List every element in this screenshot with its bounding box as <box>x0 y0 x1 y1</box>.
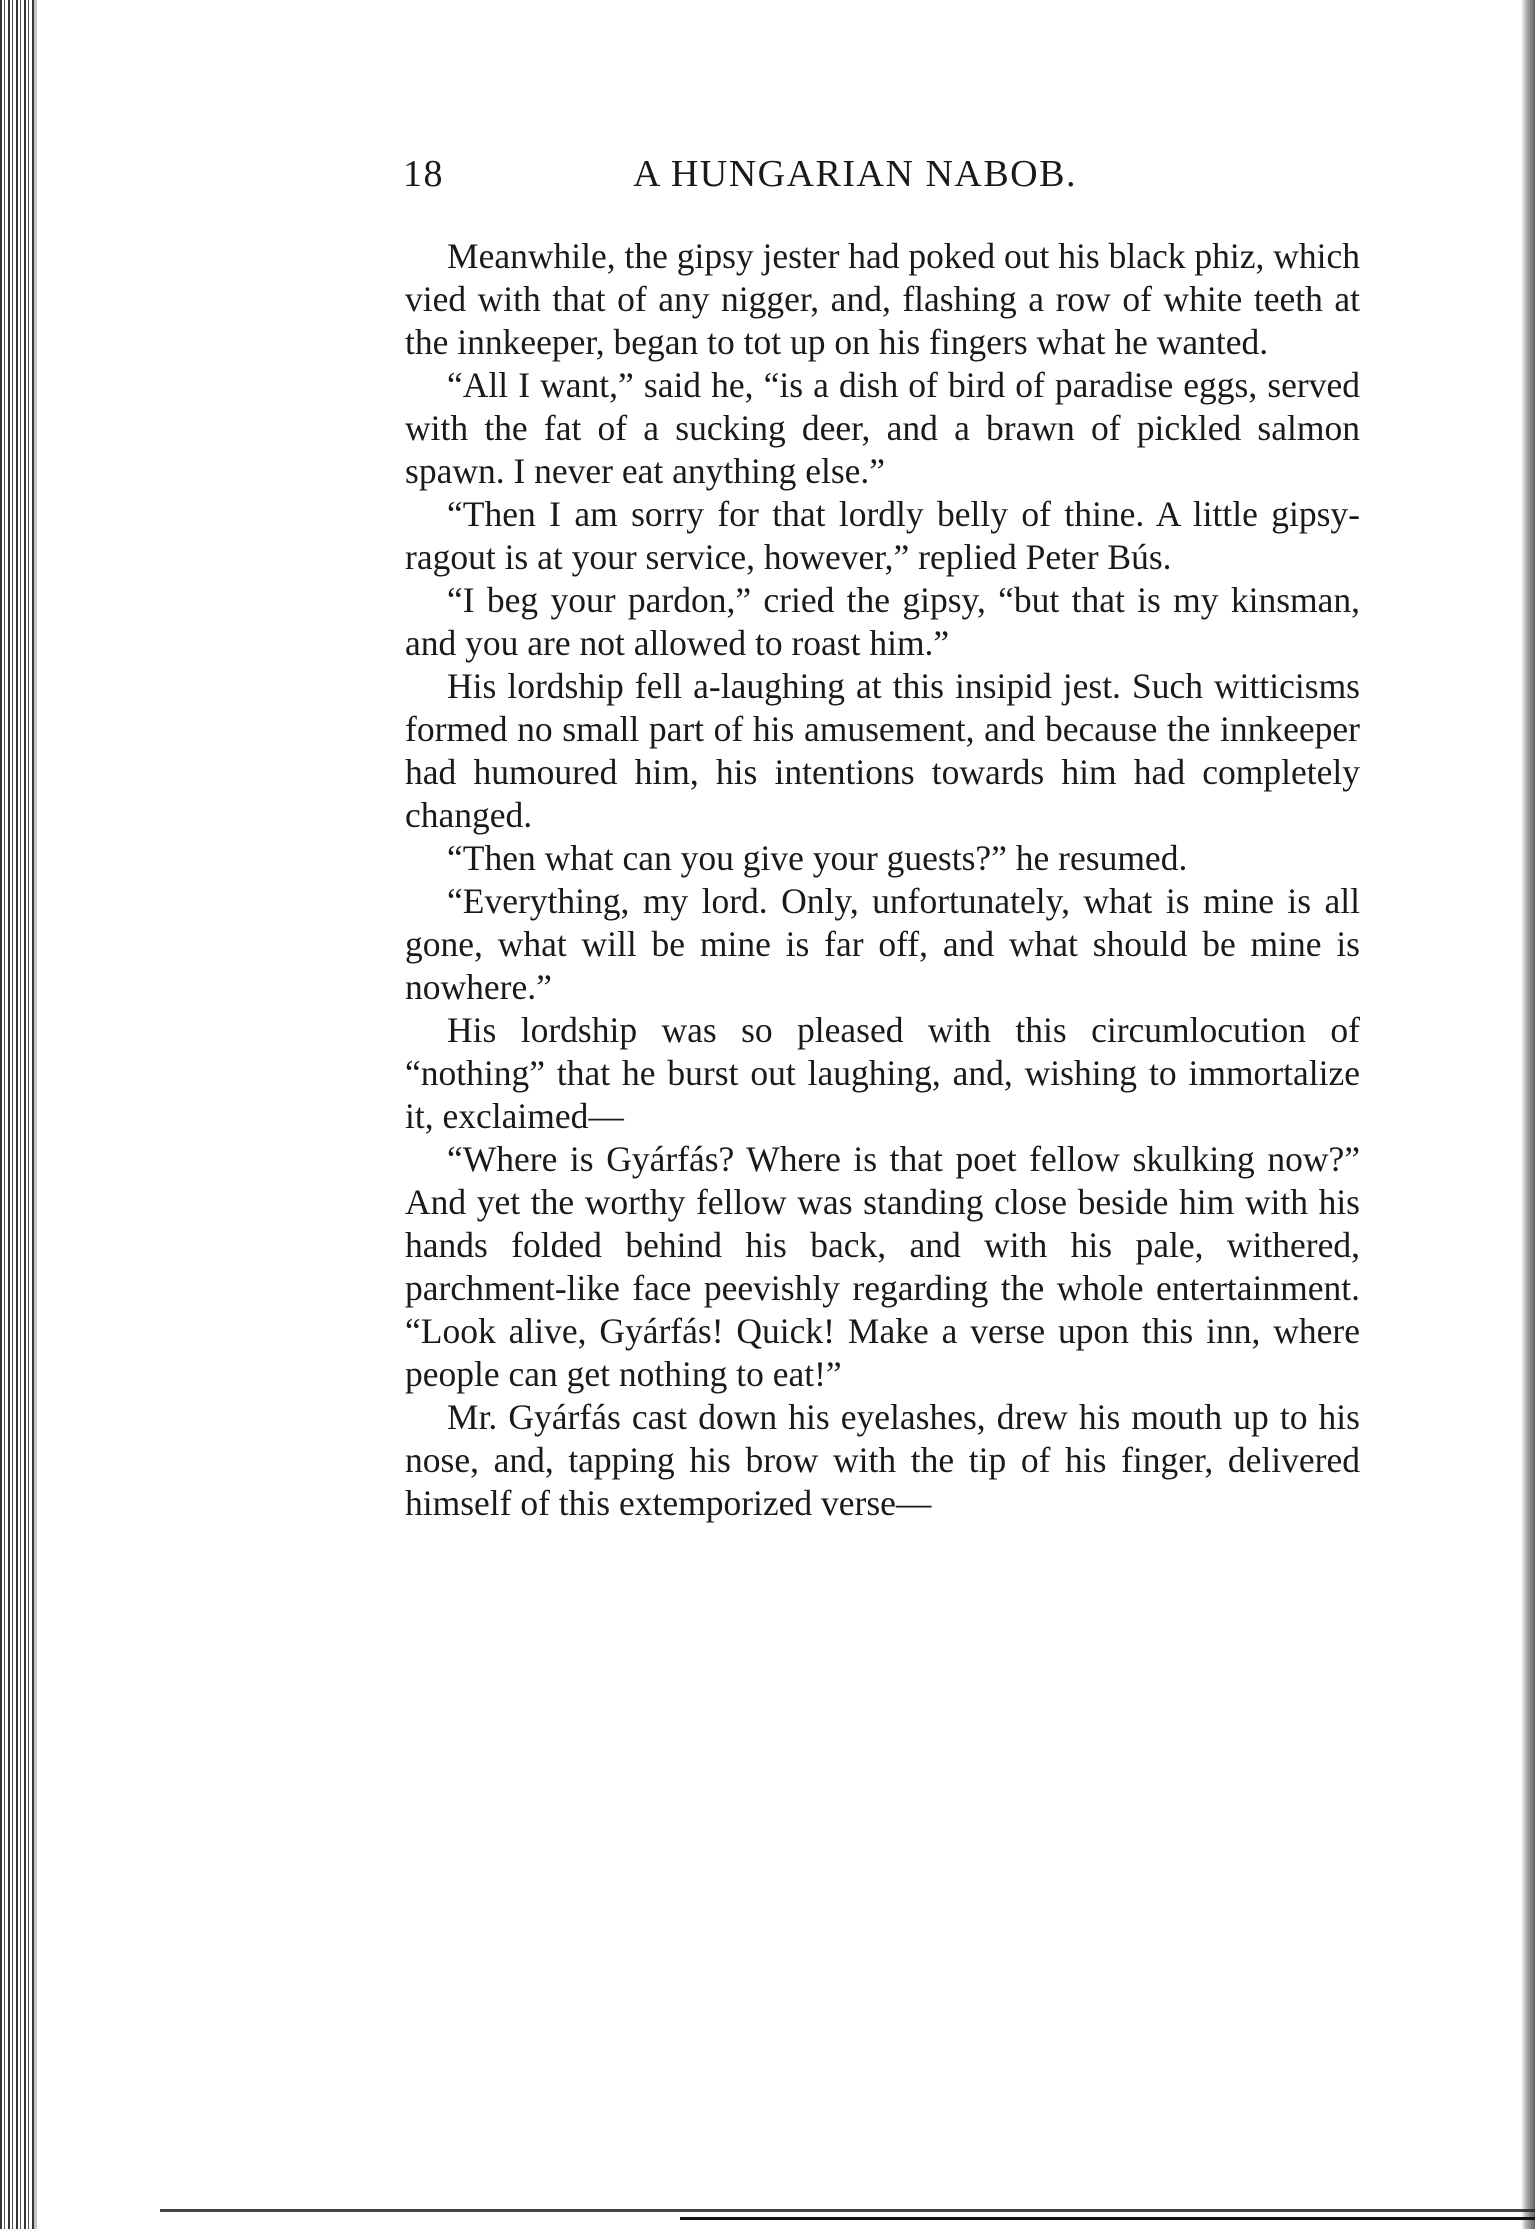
binding-gutter <box>0 0 34 2229</box>
body-text <box>405 235 1360 1525</box>
paragraph: Mr. Gyárfás cast down his eyelashes, drew his mouth up to his nose, and, tapping his brow with the tip of his finger, delivered himself of this extemporized verse— <box>405 1397 1360 1523</box>
binding-shadow <box>34 0 37 2229</box>
paragraph: “All I want,” said he, “is a dish of bird of paradise eggs, served with the fat of a sucking deer, and a brawn of pickled salmon spawn. I never eat anything else.” <box>405 365 1360 491</box>
page-edge-shadow <box>1521 0 1535 2229</box>
paragraph: His lordship was so pleased with this circumlocution of “nothing” that he burst out laughing, and, wishing to immortalize it, exclaimed— <box>405 1010 1360 1136</box>
paragraph: “I beg your pardon,” cried the gipsy, “but that is my kinsman, and you are not allowed to roast him.” <box>405 580 1360 663</box>
bottom-edge-line <box>160 2209 1535 2212</box>
bottom-edge-line-2 <box>680 2217 1535 2220</box>
paragraph: “Everything, my lord. Only, unfortunately, what is mine is all gone, what will be mine is far off, and what should be mine is nowhere.” <box>405 881 1360 1007</box>
paragraph: Meanwhile, the gipsy jester had poked out his black phiz, which vied with that of any nigger, and, flashing a row of white teeth at the innkeeper, began to tot up on his fingers what he wanted. <box>405 236 1360 362</box>
running-title: A HUNGARIAN NABOB. <box>633 153 1077 195</box>
paragraph: His lordship fell a-laughing at this insipid jest. Such witticisms formed no small part of his amusement, and because the innkeeper had humoured him, his intentions towards him had completely changed. <box>405 666 1360 835</box>
paragraph: “Where is Gyárfás? Where is that poet fellow skulking now?” And yet the worthy fellow was standing close beside him with his hands folded behind his back, and with his pale, withered, parchment-like face peevishly regarding the whole entertainment. “Look alive, Gyárfás! Quick! Make a verse upon this inn, where people can get nothing to eat!” <box>405 1139 1360 1394</box>
paragraph: “Then what can you give your guests?” he resumed. <box>447 838 1188 878</box>
paragraph: “Then I am sorry for that lordly belly of thine. A little gipsy-ragout is at your service, however,” replied Peter Bús. <box>405 494 1360 577</box>
page-header <box>403 152 1363 202</box>
page-number: 18 <box>403 153 444 195</box>
